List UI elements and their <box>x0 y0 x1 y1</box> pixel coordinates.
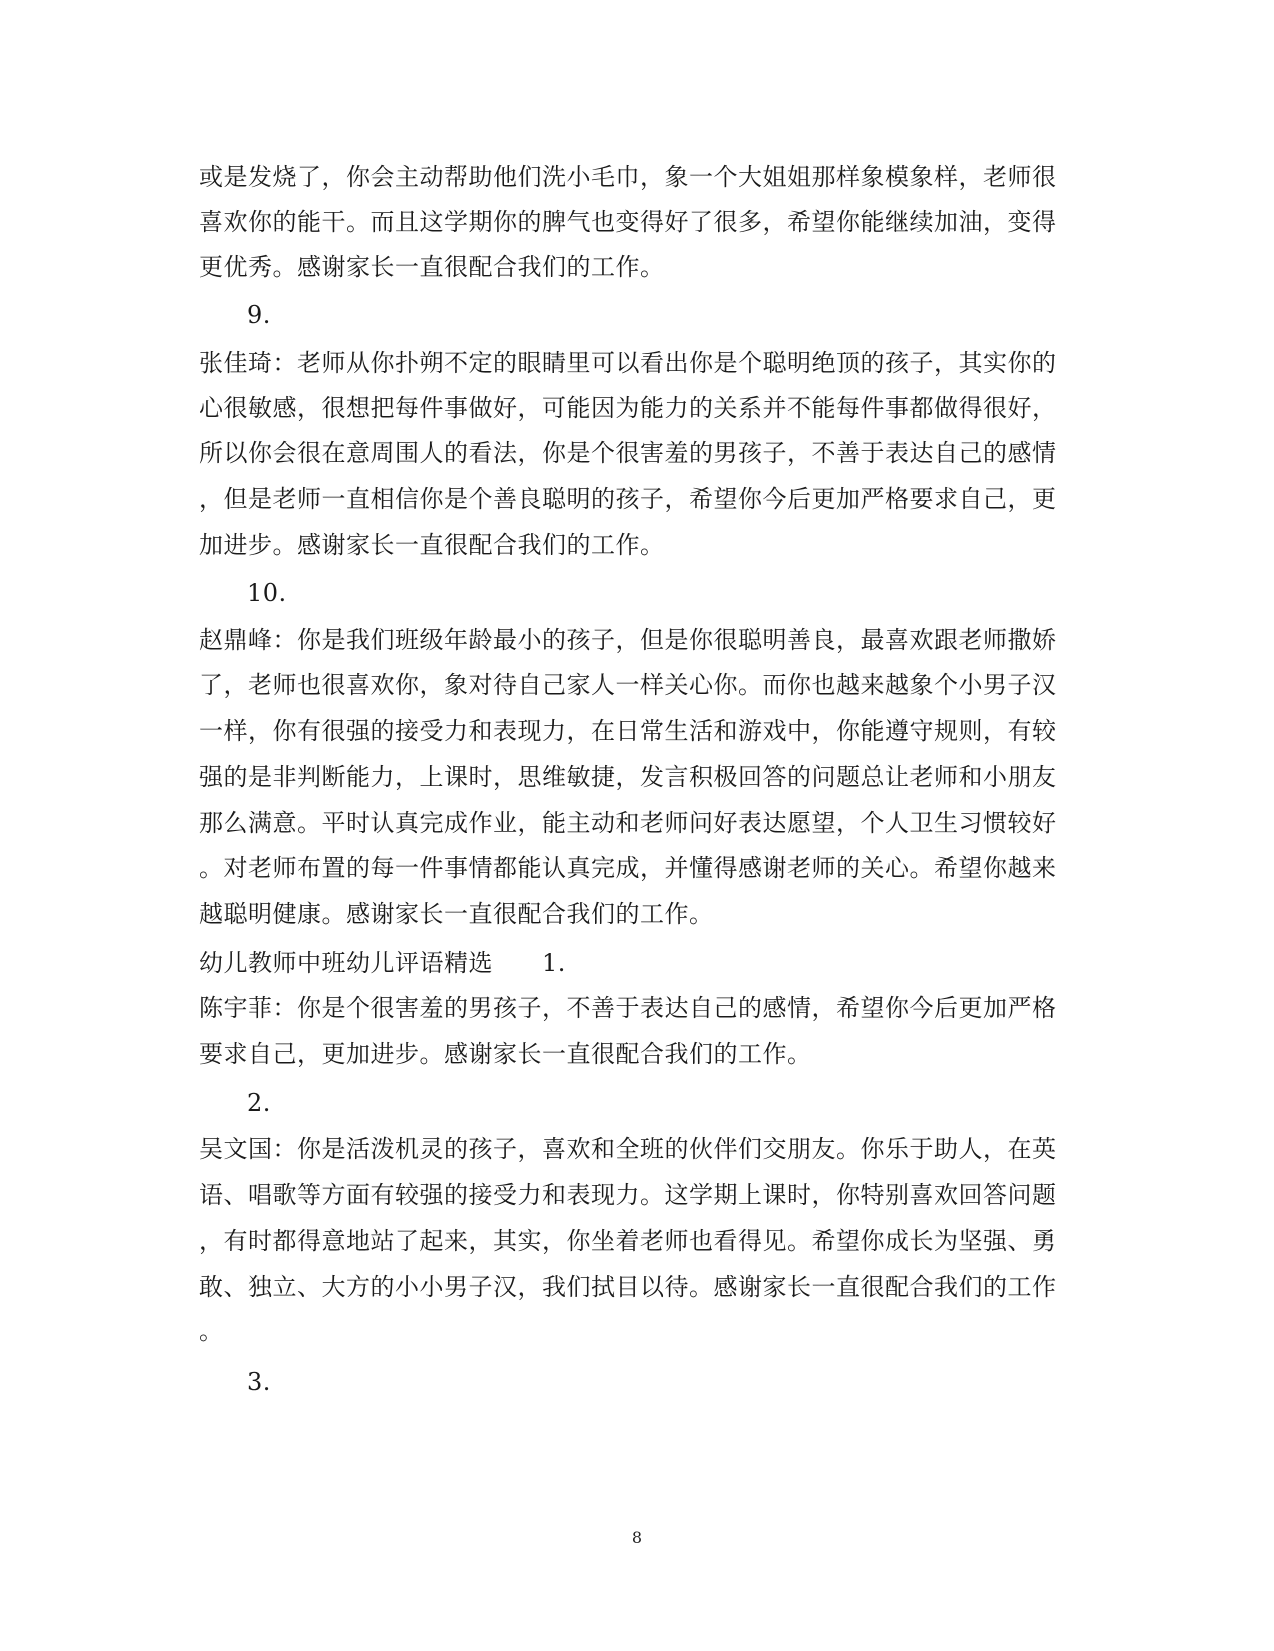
text-line: 更优秀。感谢家长一直很配合我们的工作。 <box>199 253 665 281</box>
text-line: 所以你会很在意周围人的看法，你是个很害羞的男孩子，不善于表达自己的感情 <box>199 439 1057 467</box>
text-line: 敢、独立、大方的小小男子汉，我们拭目以待。感谢家长一直很配合我们的工作 <box>199 1273 1057 1301</box>
text-line: 语、唱歌等方面有较强的接受力和表现力。这学期上课时，你特别喜欢回答问题 <box>199 1181 1057 1209</box>
text-line: 一样，你有很强的接受力和表现力，在日常生活和游戏中，你能遵守规则，有较 <box>199 717 1057 745</box>
text-line: 了，老师也很喜欢你，象对待自己家人一样关心你。而你也越来越象个小男子汉 <box>199 671 1057 699</box>
text-line: 张佳琦：老师从你扑朔不定的眼睛里可以看出你是个聪明绝顶的孩子，其实你的 <box>199 349 1057 377</box>
text-line: 那么满意。平时认真完成作业，能主动和老师问好表达愿望，个人卫生习惯较好 <box>199 809 1057 837</box>
item-number: 3. <box>247 1368 271 1396</box>
page-number: 8 <box>631 1528 643 1547</box>
text-line: 强的是非判断能力，上课时，思维敏捷，发言积极回答的问题总让老师和小朋友 <box>199 763 1057 791</box>
text-line: 陈宇菲：你是个很害羞的男孩子，不善于表达自己的感情，希望你今后更加严格 <box>199 994 1057 1022</box>
item-number: 10. <box>247 579 287 607</box>
item-number: 2. <box>247 1089 271 1117</box>
text-line: 。 <box>199 1317 224 1345</box>
text-line: ，有时都得意地站了起来，其实，你坐着老师也看得见。希望你成长为坚强、勇 <box>199 1227 1057 1255</box>
text-line: 喜欢你的能干。而且这学期你的脾气也变得好了很多，希望你能继续加油，变得 <box>199 208 1057 236</box>
text-line: 要求自己，更加进步。感谢家长一直很配合我们的工作。 <box>199 1040 812 1068</box>
item-number: 9. <box>247 301 271 329</box>
text-line: 赵鼎峰：你是我们班级年龄最小的孩子，但是你很聪明善良，最喜欢跟老师撒娇 <box>199 626 1057 654</box>
text-line: 心很敏感，很想把每件事做好，可能因为能力的关系并不能每件事都做得很好， <box>199 394 1057 422</box>
text-line: 吴文国：你是活泼机灵的孩子，喜欢和全班的伙伴们交朋友。你乐于助人，在英 <box>199 1135 1057 1163</box>
text-line: 或是发烧了，你会主动帮助他们洗小毛巾，象一个大姐姐那样象模象样，老师很 <box>199 163 1057 191</box>
text-line: 越聪明健康。感谢家长一直很配合我们的工作。 <box>199 900 714 928</box>
text-line: ，但是老师一直相信你是个善良聪明的孩子，希望你今后更加严格要求自己，更 <box>199 485 1057 513</box>
section-heading: 幼儿教师中班幼儿评语精选 1. <box>199 949 566 977</box>
text-line: 。对老师布置的每一件事情都能认真完成，并懂得感谢老师的关心。希望你越来 <box>199 854 1057 882</box>
text-line: 加进步。感谢家长一直很配合我们的工作。 <box>199 531 665 559</box>
